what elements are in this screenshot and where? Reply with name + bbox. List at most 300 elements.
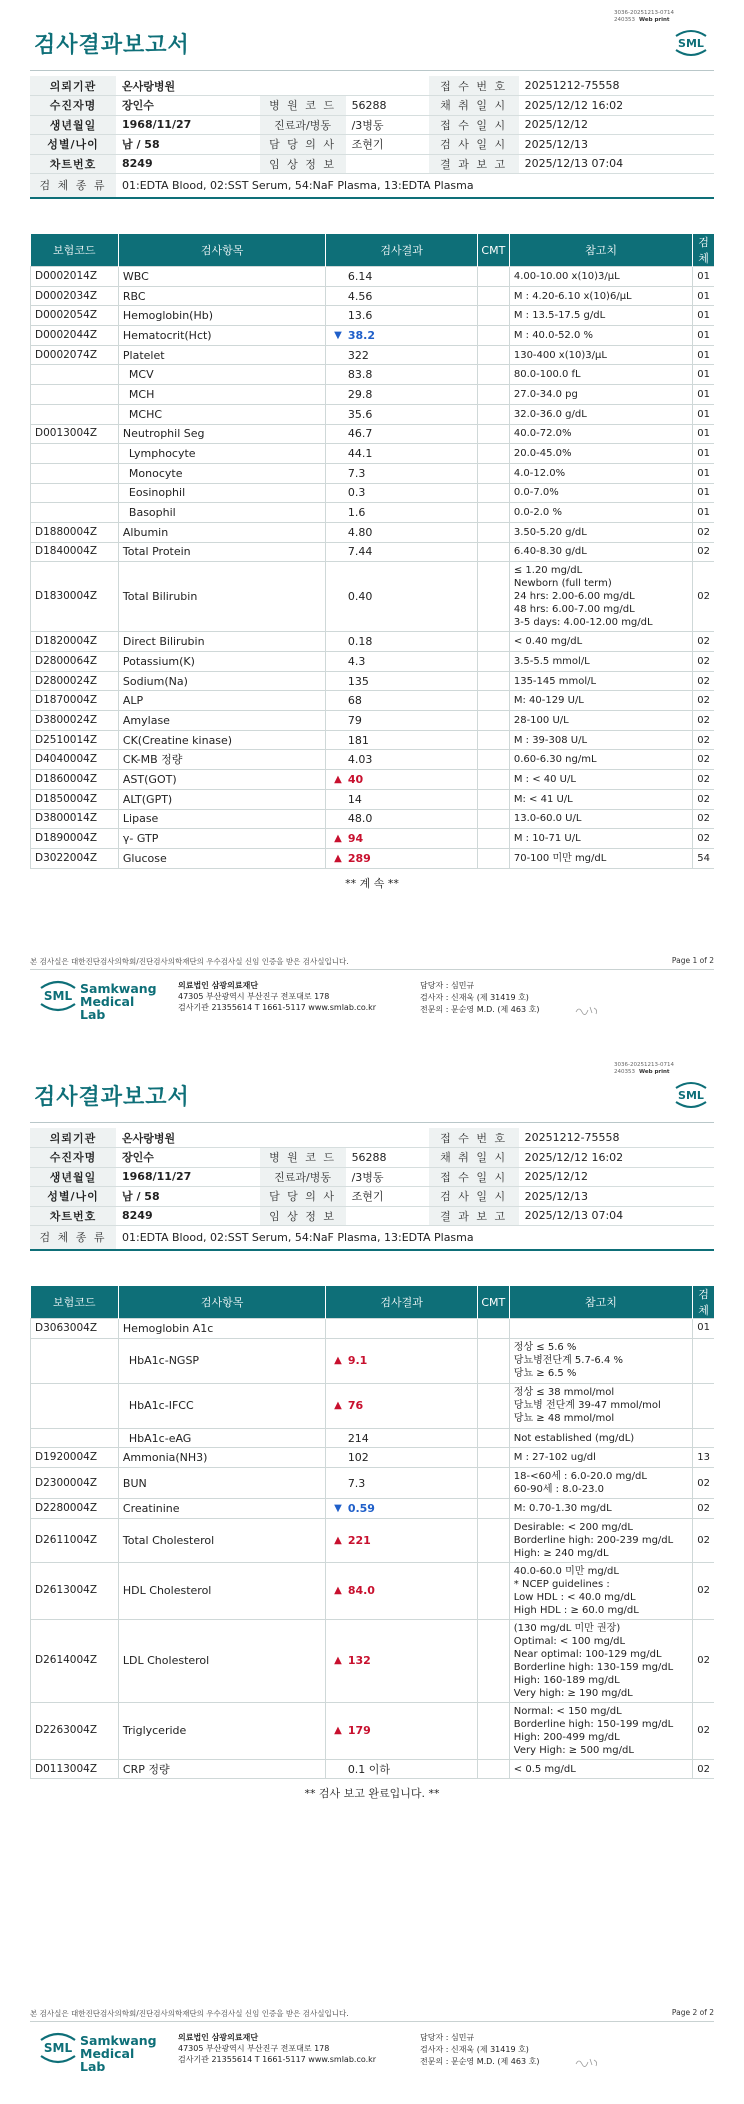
clinical-info — [346, 154, 429, 174]
attending-doctor: 조현기 — [346, 135, 429, 155]
test-result: 221 — [344, 1518, 478, 1562]
test-result: 14 — [344, 789, 478, 809]
test-result: 181 — [344, 730, 478, 750]
test-item: Hemoglobin A1c — [118, 1319, 325, 1339]
patient-info-table: 의뢰기관 온사랑병원 접 수 번 호 20251212-75558 수진자명 장인수 병 원 코 드 56288 채 취 일 시 2025/12/12 16:02 생년월일 1968/11/27 진료과/병동 /3병동 접 수 일 시 2025/12/12 성별/나이 남 / 58 담 당 의 사 조현기 검 사 일 시 2025/12/13 차트번호 8249 임 상 정 보 결 과 보 고 2025/12/13 07:04 검 체 종 류 01:EDTA Blood, 02:SST Serum, 54:NaF Plasma, 13:EDTA Plasma — [30, 1128, 714, 1251]
page-number: Page 2 of 2 — [671, 2008, 714, 2017]
insurance-code — [31, 463, 119, 483]
reference-line: M : 39-308 U/L — [513, 734, 588, 746]
test-date: 2025/12/13 — [519, 1187, 714, 1207]
reference-line: 135-145 mmol/L — [513, 675, 597, 687]
insurance-code: D2614004Z — [31, 1619, 119, 1702]
reference-line: (130 mg/dL 미만 권장) — [513, 1622, 621, 1634]
reference-line: < 0.5 mg/dL — [513, 1763, 576, 1775]
test-item: CK-MB 정량 — [118, 750, 325, 770]
reference-range — [509, 652, 692, 672]
test-item: Basophil — [118, 503, 325, 523]
signature-icon — [574, 1004, 600, 1016]
specimen-code: 01 — [693, 286, 714, 306]
hospital-code: 56288 — [346, 1148, 429, 1168]
col-specimen: 검체 — [693, 234, 714, 267]
test-item: BUN — [118, 1468, 325, 1499]
result-row — [31, 1383, 715, 1428]
result-row — [31, 1562, 715, 1619]
reference-line: 3.5-5.5 mmol/L — [513, 655, 590, 667]
result-row — [31, 632, 715, 652]
comment-cell — [477, 1448, 509, 1468]
insurance-code: D3022004Z — [31, 848, 119, 868]
reference-range — [509, 385, 692, 405]
test-item: Sodium(Na) — [118, 671, 325, 691]
test-item: HbA1c-IFCC — [118, 1383, 325, 1428]
high-flag-icon: ▲ — [326, 1619, 344, 1702]
result-row — [31, 365, 715, 385]
patient-info-table: 의뢰기관 온사랑병원 접 수 번 호 20251212-75558 수진자명 장인수 병 원 코 드 56288 채 취 일 시 2025/12/12 16:02 생년월일 1968/11/27 진료과/병동 /3병동 접 수 일 시 2025/12/12 성별/나이 남 / 58 담 당 의 사 조현기 검 사 일 시 2025/12/13 차트번호 8249 임 상 정 보 결 과 보 고 2025/12/13 07:04 검 체 종 류 01:EDTA Blood, 02:SST Serum, 54:NaF Plasma, 13:EDTA Plasma — [30, 76, 714, 199]
test-item: Neutrophil Seg — [118, 424, 325, 444]
insurance-code: D0002034Z — [31, 286, 119, 306]
attending-doctor: 조현기 — [346, 1187, 429, 1207]
reference-range — [509, 404, 692, 424]
specimen-code: 02 — [693, 1468, 714, 1499]
specimen-code: 02 — [693, 562, 714, 632]
reference-range — [509, 1428, 692, 1448]
insurance-code — [31, 404, 119, 424]
test-result: 9.1 — [344, 1338, 478, 1383]
comment-cell — [477, 424, 509, 444]
specimen-code: 02 — [693, 1759, 714, 1779]
high-flag-icon: ▲ — [326, 1338, 344, 1383]
reference-line: 32.0-36.0 g/dL — [513, 408, 587, 420]
test-item: LDL Cholesterol — [118, 1619, 325, 1702]
insurance-code: D1880004Z — [31, 522, 119, 542]
insurance-code: D0002014Z — [31, 267, 119, 287]
test-item: Total Protein — [118, 542, 325, 562]
reference-range — [509, 522, 692, 542]
col-insurance-code: 보험코드 — [31, 1286, 119, 1319]
test-result: 132 — [344, 1619, 478, 1702]
high-flag-icon: ▲ — [326, 770, 344, 790]
specimen-code: 01 — [693, 345, 714, 365]
reference-line: High: 200-499 mg/dL — [513, 1731, 620, 1743]
insurance-code: D0002044Z — [31, 326, 119, 346]
test-item: HDL Cholesterol — [118, 1562, 325, 1619]
clinical-info — [346, 1206, 429, 1226]
flag-cell — [326, 789, 344, 809]
reference-range — [509, 730, 692, 750]
test-item: MCV — [118, 365, 325, 385]
test-item: Amylase — [118, 711, 325, 731]
result-row — [31, 1499, 715, 1519]
specimen-code: 01 — [693, 267, 714, 287]
result-row — [31, 691, 715, 711]
result-row — [31, 562, 715, 632]
org-info: 의료법인 삼광의료재단 47305 부산광역시 부산진구 전포대로 178 검사기관 21355614 T 1661-5117 www.smlab.co.kr — [178, 981, 377, 1012]
insurance-code: D3800014Z — [31, 809, 119, 829]
reference-range — [509, 1518, 692, 1562]
reference-line: Borderline high: 200-239 mg/dL — [513, 1534, 674, 1546]
test-item: CK(Creatine kinase) — [118, 730, 325, 750]
comment-cell — [477, 632, 509, 652]
low-flag-icon: ▼ — [326, 326, 344, 346]
reference-line: ≤ 1.20 mg/dL — [513, 565, 583, 577]
org-info: 의료법인 삼광의료재단 47305 부산광역시 부산진구 전포대로 178 검사기관 21355614 T 1661-5117 www.smlab.co.kr — [178, 2033, 377, 2064]
reference-line: 80.0-100.0 fL — [513, 369, 581, 381]
specimen-code: 02 — [693, 522, 714, 542]
reference-line: < 0.40 mg/dL — [513, 636, 583, 648]
reference-range — [509, 365, 692, 385]
reference-line: 3-5 days: 4.00-12.00 mg/dL — [513, 617, 653, 629]
specimen-code: 02 — [693, 809, 714, 829]
insurance-code: D4040004Z — [31, 750, 119, 770]
test-result: 6.14 — [344, 267, 478, 287]
reference-line: 40.0-72.0% — [513, 428, 572, 440]
test-item: Hemoglobin(Hb) — [118, 306, 325, 326]
test-result: 13.6 — [344, 306, 478, 326]
col-test-item: 검사항목 — [118, 234, 325, 267]
comment-cell — [477, 770, 509, 790]
title-divider — [30, 70, 714, 71]
client-name: 온사랑병원 — [116, 1128, 429, 1148]
specimen-code: 02 — [693, 1562, 714, 1619]
staff-info: 담당자 : 심민규 검사자 : 신재욱 (제 31419 호) 전문의 : 문순영 M.D. (제 463 호) — [420, 2033, 540, 2066]
test-item: Ammonia(NH3) — [118, 1448, 325, 1468]
flag-cell — [326, 750, 344, 770]
reference-line: 3.50-5.20 g/dL — [513, 526, 587, 538]
test-item: RBC — [118, 286, 325, 306]
comment-cell — [477, 789, 509, 809]
flag-cell — [326, 542, 344, 562]
flag-cell — [326, 711, 344, 731]
col-insurance-code: 보험코드 — [31, 234, 119, 267]
reference-line: Borderline high: 130-159 mg/dL — [513, 1661, 674, 1673]
flag-cell — [326, 1448, 344, 1468]
report-complete-notice: ** 검사 보고 완료입니다. ** — [304, 1787, 440, 1800]
reference-range — [509, 1619, 692, 1702]
specimen-code — [693, 1383, 714, 1428]
insurance-code: D0013004Z — [31, 424, 119, 444]
col-reference: 참고치 — [509, 1286, 692, 1319]
reference-range — [509, 671, 692, 691]
test-item: Glucose — [118, 848, 325, 868]
test-result: 40 — [344, 770, 478, 790]
insurance-code — [31, 1338, 119, 1383]
specimen-code: 02 — [693, 652, 714, 672]
result-row — [31, 730, 715, 750]
comment-cell — [477, 404, 509, 424]
comment-cell — [477, 711, 509, 731]
reference-line: M : 4.20-6.10 x(10)6/μL — [513, 290, 632, 302]
reference-line: Newborn (full term) — [513, 578, 612, 590]
patient-name: 장인수 — [116, 96, 260, 116]
test-item: Potassium(K) — [118, 652, 325, 672]
flag-cell — [326, 306, 344, 326]
result-row — [31, 1448, 715, 1468]
result-row — [31, 306, 715, 326]
comment-cell — [477, 1338, 509, 1383]
comment-cell — [477, 809, 509, 829]
specimen-code: 54 — [693, 848, 714, 868]
flag-cell — [326, 632, 344, 652]
comment-cell — [477, 286, 509, 306]
comment-cell — [477, 829, 509, 849]
client-name: 온사랑병원 — [116, 76, 429, 96]
insurance-code: D1870004Z — [31, 691, 119, 711]
specimen-code: 01 — [693, 326, 714, 346]
test-result: 7.3 — [344, 463, 478, 483]
result-row — [31, 1319, 715, 1339]
test-result: 0.1 이하 — [344, 1759, 478, 1779]
page-title: 검사결과보고서 — [34, 1085, 190, 1110]
flag-cell — [326, 286, 344, 306]
insurance-code: D2280004Z — [31, 1499, 119, 1519]
test-result: 35.6 — [344, 404, 478, 424]
reference-line: 13.0-60.0 U/L — [513, 813, 582, 825]
comment-cell — [477, 542, 509, 562]
flag-cell — [326, 1428, 344, 1448]
reference-range — [509, 1383, 692, 1428]
reference-line: Very High: ≥ 500 mg/dL — [513, 1744, 634, 1756]
staff-info: 담당자 : 심민규 검사자 : 신재욱 (제 31419 호) 전문의 : 문순영 M.D. (제 463 호) — [420, 981, 540, 1014]
reference-line: High HDL : ≥ 60.0 mg/dL — [513, 1604, 639, 1616]
comment-cell — [477, 522, 509, 542]
test-result: 68 — [344, 691, 478, 711]
department-ward: /3병동 — [346, 1167, 429, 1187]
insurance-code: D1860004Z — [31, 770, 119, 790]
test-item: Hematocrit(Hct) — [118, 326, 325, 346]
test-item: AST(GOT) — [118, 770, 325, 790]
specimen-code: 02 — [693, 542, 714, 562]
test-item: γ- GTP — [118, 829, 325, 849]
flag-cell — [326, 1319, 344, 1339]
reference-line: 4.00-10.00 x(10)3/μL — [513, 270, 620, 282]
specimen-code: 02 — [693, 750, 714, 770]
comment-cell — [477, 1319, 509, 1339]
col-cmt: CMT — [477, 1286, 509, 1319]
reference-range — [509, 1702, 692, 1759]
test-result: 135 — [344, 671, 478, 691]
date-of-birth: 1968/11/27 — [116, 115, 260, 135]
test-result: 0.40 — [344, 562, 478, 632]
reference-line: Optimal: < 100 mg/dL — [513, 1635, 626, 1647]
result-row — [31, 463, 715, 483]
sex-age: 남 / 58 — [116, 1187, 260, 1207]
reference-range — [509, 463, 692, 483]
reference-range — [509, 483, 692, 503]
test-result: 94 — [344, 829, 478, 849]
result-row — [31, 444, 715, 464]
comment-cell — [477, 1518, 509, 1562]
flag-cell — [326, 267, 344, 287]
insurance-code — [31, 444, 119, 464]
comment-cell — [477, 1499, 509, 1519]
comment-cell — [477, 345, 509, 365]
result-row — [31, 750, 715, 770]
specimen-code: 02 — [693, 1499, 714, 1519]
test-result: 4.56 — [344, 286, 478, 306]
insurance-code: D1820004Z — [31, 632, 119, 652]
test-item: Eosinophil — [118, 483, 325, 503]
comment-cell — [477, 267, 509, 287]
result-row — [31, 711, 715, 731]
specimen-code: 02 — [693, 730, 714, 750]
insurance-code: D2263004Z — [31, 1702, 119, 1759]
reference-range — [509, 1759, 692, 1779]
result-row — [31, 789, 715, 809]
test-result: 79 — [344, 711, 478, 731]
footer-divider — [30, 2021, 714, 2022]
report-page-2 — [0, 1052, 744, 2104]
accession-number: 20251212-75558 — [519, 1128, 714, 1148]
reference-line: Borderline high: 150-199 mg/dL — [513, 1718, 674, 1730]
reference-range — [509, 1319, 692, 1339]
flag-cell — [326, 463, 344, 483]
test-item: HbA1c-eAG — [118, 1428, 325, 1448]
specimen-types: 01:EDTA Blood, 02:SST Serum, 54:NaF Plasma, 13:EDTA Plasma — [116, 174, 714, 198]
col-result: 검사결과 — [326, 234, 478, 267]
specimen-code: 02 — [693, 711, 714, 731]
comment-cell — [477, 1702, 509, 1759]
accession-number: 20251212-75558 — [519, 76, 714, 96]
flag-cell — [326, 809, 344, 829]
insurance-code — [31, 1383, 119, 1428]
sex-age: 남 / 58 — [116, 135, 260, 155]
flag-cell — [326, 444, 344, 464]
reference-range — [509, 267, 692, 287]
insurance-code: D1890004Z — [31, 829, 119, 849]
flag-cell — [326, 562, 344, 632]
flag-cell — [326, 483, 344, 503]
specimen-code: 02 — [693, 770, 714, 790]
test-result: 38.2 — [344, 326, 478, 346]
insurance-code — [31, 483, 119, 503]
test-item: Lymphocyte — [118, 444, 325, 464]
test-result: 7.3 — [344, 1468, 478, 1499]
insurance-code: D2613004Z — [31, 1562, 119, 1619]
test-result: 0.3 — [344, 483, 478, 503]
test-result: 4.80 — [344, 522, 478, 542]
test-result: 83.8 — [344, 365, 478, 385]
specimen-code: 01 — [693, 365, 714, 385]
result-row — [31, 424, 715, 444]
results-table-page-1 — [30, 234, 714, 869]
comment-cell — [477, 562, 509, 632]
reference-range — [509, 770, 692, 790]
comment-cell — [477, 848, 509, 868]
reference-range — [509, 286, 692, 306]
page-title: 검사결과보고서 — [34, 33, 190, 58]
collection-datetime: 2025/12/12 16:02 — [519, 96, 714, 116]
flag-cell — [326, 522, 344, 542]
specimen-code — [693, 1428, 714, 1448]
result-row — [31, 385, 715, 405]
specimen-code: 02 — [693, 632, 714, 652]
insurance-code: D2800024Z — [31, 671, 119, 691]
test-result: 322 — [344, 345, 478, 365]
result-row — [31, 326, 715, 346]
specimen-code: 01 — [693, 1319, 714, 1339]
reference-range — [509, 789, 692, 809]
col-reference: 참고치 — [509, 234, 692, 267]
insurance-code: D3063004Z — [31, 1319, 119, 1339]
result-row — [31, 829, 715, 849]
svg-text:SML: SML — [43, 2041, 73, 2055]
test-result: 0.18 — [344, 632, 478, 652]
test-result: 214 — [344, 1428, 478, 1448]
result-row — [31, 1619, 715, 1702]
test-item: Total Bilirubin — [118, 562, 325, 632]
test-item: Total Cholesterol — [118, 1518, 325, 1562]
samkwang-logo: SML Samkwang Medical Lab — [38, 2030, 158, 2066]
test-item: HbA1c-NGSP — [118, 1338, 325, 1383]
sml-footer-logo-icon — [38, 978, 78, 1014]
reference-range — [509, 1448, 692, 1468]
reference-line: High: ≥ 240 mg/dL — [513, 1547, 609, 1559]
result-row — [31, 1338, 715, 1383]
reference-line: 정상 ≤ 38 mmol/mol — [513, 1387, 615, 1399]
high-flag-icon: ▲ — [326, 1562, 344, 1619]
insurance-code: D3800024Z — [31, 711, 119, 731]
flag-cell — [326, 1759, 344, 1779]
reference-line: 정상 ≤ 5.6 % — [513, 1342, 577, 1354]
reference-line: 40.0-60.0 미만 mg/dL — [513, 1565, 619, 1577]
reference-range — [509, 1338, 692, 1383]
comment-cell — [477, 671, 509, 691]
insurance-code: D2510014Z — [31, 730, 119, 750]
flag-cell — [326, 345, 344, 365]
result-row — [31, 503, 715, 523]
test-item: Creatinine — [118, 1499, 325, 1519]
test-item: CRP 정량 — [118, 1759, 325, 1779]
reference-range — [509, 326, 692, 346]
reference-range — [509, 691, 692, 711]
flag-cell — [326, 671, 344, 691]
reference-range — [509, 1468, 692, 1499]
flag-cell — [326, 503, 344, 523]
high-flag-icon: ▲ — [326, 848, 344, 868]
chart-number: 8249 — [116, 154, 260, 174]
test-result: 4.03 — [344, 750, 478, 770]
test-item: Direct Bilirubin — [118, 632, 325, 652]
test-result: 46.7 — [344, 424, 478, 444]
reference-line: 60-90세 : 8.0-23.0 — [513, 1484, 605, 1496]
reference-line: 0.0-2.0 % — [513, 507, 562, 519]
flag-cell — [326, 1468, 344, 1499]
high-flag-icon: ▲ — [326, 829, 344, 849]
reference-line: 당뇨 ≥ 6.5 % — [513, 1368, 577, 1380]
reference-line: High: 160-189 mg/dL — [513, 1674, 620, 1686]
reference-line: 당뇨 ≥ 48 mmol/mol — [513, 1413, 615, 1425]
specimen-code: 01 — [693, 404, 714, 424]
result-row — [31, 809, 715, 829]
insurance-code: D2611004Z — [31, 1518, 119, 1562]
reference-line: Near optimal: 100-129 mg/dL — [513, 1648, 662, 1660]
result-row — [31, 1702, 715, 1759]
test-item: MCH — [118, 385, 325, 405]
reference-line: M : 27-102 ug/dl — [513, 1452, 596, 1464]
comment-cell — [477, 1383, 509, 1428]
comment-cell — [477, 750, 509, 770]
insurance-code: D1850004Z — [31, 789, 119, 809]
reference-range — [509, 711, 692, 731]
test-item: WBC — [118, 267, 325, 287]
test-result: 29.8 — [344, 385, 478, 405]
specimen-types: 01:EDTA Blood, 02:SST Serum, 54:NaF Plasma, 13:EDTA Plasma — [116, 1226, 714, 1250]
test-result: 102 — [344, 1448, 478, 1468]
test-result: 7.44 — [344, 542, 478, 562]
footer-divider — [30, 969, 714, 970]
reference-line: 0.0-7.0% — [513, 487, 559, 499]
flag-cell — [326, 424, 344, 444]
